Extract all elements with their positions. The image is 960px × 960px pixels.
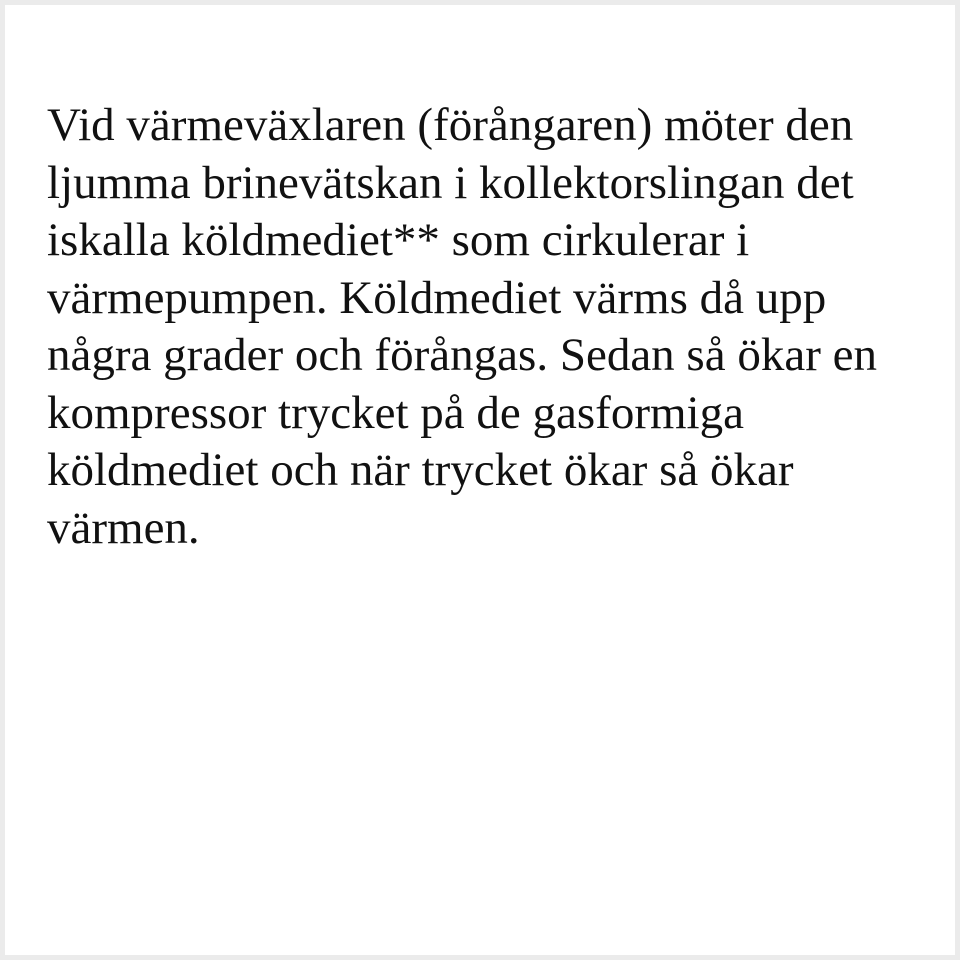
body-paragraph [47,97,947,557]
paragraph-line: värmepumpen. Köldmediet värms då upp [47,271,827,324]
paragraph-line: Vid värmeväxlaren (förångaren) möter den [47,99,854,151]
paragraph-line: några grader och förångas. Sedan så ökar en [47,329,877,381]
paragraph-line: köldmediet och när trycket ökar så ökar [47,444,794,496]
paragraph-line: värmen. [47,501,200,554]
paragraph-line: iskalla köldmediet** som cirkulerar i [47,214,750,266]
document-page [5,5,955,955]
paragraph-line: kompressor trycket på de gasformiga [47,386,744,439]
paragraph-line: ljumma brinevätskan i kollektorslingan det [47,156,854,209]
